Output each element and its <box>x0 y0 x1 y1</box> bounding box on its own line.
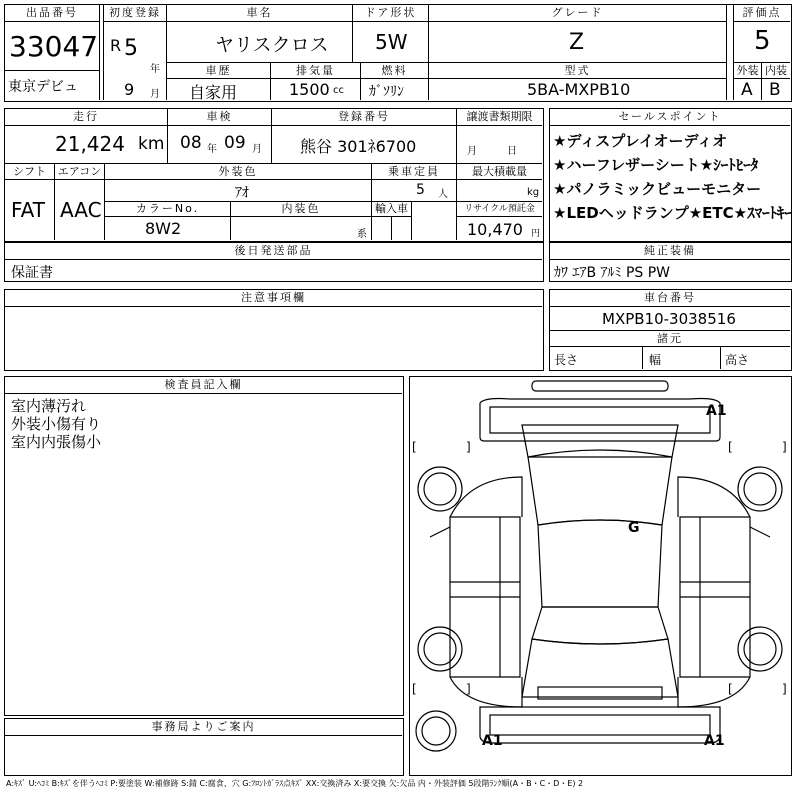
model-header: 型式 <box>429 63 727 79</box>
chassis-value: MXPB10-3038516 <box>602 310 736 328</box>
plate-header: 登録番号 <box>272 109 457 126</box>
capacity-header: 乗車定員 <box>372 164 457 180</box>
car-diagram-svg <box>410 377 790 774</box>
fuel-header: 燃料 <box>361 63 429 79</box>
score-int-cell <box>762 79 790 100</box>
int-color-header: 内装色 <box>231 202 372 217</box>
legend: A:ｷｽﾞ U:ﾍｺﾐ B:ｷｽﾞを伴うﾍｺﾐ P:要塗装 W:補修跡 S:錆 C:腐食、穴 G:ﾌﾛﾝﾄｶﾞﾗｽ点ｷｽﾞ XX:交換済み X:要交換 欠:欠品 内・外装評価 5段階ﾗﾝｸ順(A・B・C・D・E) 2 <box>6 779 584 788</box>
door-value: 5W <box>375 30 408 54</box>
specs-header: 諸元 <box>550 331 790 347</box>
sales-line: ★LEDヘッドランプ★ETC★ｽﾏｰﾄｷｰ <box>553 204 793 222</box>
car-name: ヤリスクロス <box>215 34 329 56</box>
office-block <box>4 718 404 776</box>
score-ext: A <box>741 80 753 100</box>
sales-block <box>549 108 792 242</box>
equip-header: 純正装備 <box>550 243 790 260</box>
inspect-header: 車検 <box>168 109 272 126</box>
wheel-front-right-inner <box>744 473 776 505</box>
history-header: 車歴 <box>167 63 271 79</box>
blank-cell <box>412 202 457 240</box>
spec-width-label: 幅 <box>649 353 662 367</box>
recycle-header: リサイクル預託金 <box>457 202 542 217</box>
debut-cell <box>5 71 100 100</box>
reg-year: 5 <box>124 36 138 61</box>
sales-line: ★ハーフレザーシート★ｼｰﾄﾋｰﾀ <box>553 156 759 174</box>
bracket-mark: [ <box>412 440 417 454</box>
sales-line: ★ディスプレイオーディオ <box>553 132 728 150</box>
mileage-cell <box>5 126 168 164</box>
spec-height-label: 高さ <box>725 353 750 367</box>
roof-bar <box>532 381 668 391</box>
inspect-mm: 09 <box>224 133 246 153</box>
chassis-block <box>549 289 792 371</box>
wheel-rear-right-inner <box>744 633 776 665</box>
score-int: B <box>769 80 781 100</box>
import-header: 輸入車 <box>372 202 412 217</box>
transfer-cell <box>457 126 542 164</box>
fuel-cell <box>361 79 429 100</box>
bracket-mark: ] <box>782 682 787 696</box>
reg-header: 初度登録 <box>103 5 167 22</box>
mileage-header: 走行 <box>5 109 168 126</box>
lot-cell <box>5 22 100 71</box>
reg-cell <box>103 22 167 100</box>
score-ext-cell <box>733 79 762 100</box>
office-header: 事務局よりご案内 <box>5 719 402 736</box>
rear-bumper-inner <box>490 715 710 735</box>
front-bumper <box>480 399 720 442</box>
spec-height-cell <box>721 347 790 369</box>
lot-number: 33047 <box>9 30 99 63</box>
sales-line: ★パノラミックビューモニター <box>553 180 762 198</box>
spare-wheel-inner <box>422 717 450 745</box>
disp-cell <box>271 79 361 100</box>
damage-mark: A1 <box>706 403 727 419</box>
transfer-header: 譲渡書類期限 <box>457 109 542 126</box>
reg-year-unit: 年 <box>150 64 160 75</box>
history-cell <box>167 79 271 100</box>
score-int-header: 内装 <box>762 63 790 79</box>
shift-header: シフト <box>5 164 55 180</box>
spec-length-label: 長さ <box>554 353 579 367</box>
shift-value: FAT <box>11 198 46 222</box>
ext-color-value: ｱｵ <box>235 185 249 201</box>
transfer-month-unit: 月 <box>467 146 477 157</box>
inspector-line: 室内内張傷小 <box>11 433 102 451</box>
car-diagram <box>409 376 792 776</box>
score-value: 5 <box>754 26 771 56</box>
wheel-front-left <box>418 467 462 511</box>
chassis-header: 車台番号 <box>550 290 790 307</box>
bracket-mark: ] <box>466 440 471 454</box>
later-block <box>4 242 544 282</box>
inspector-notes <box>11 397 101 451</box>
reg-era: R <box>110 36 122 55</box>
right-mirror <box>750 527 770 537</box>
score-cell <box>733 22 790 63</box>
car-cell <box>167 22 353 63</box>
bracket-mark: [ <box>412 682 417 696</box>
left-fender-rear <box>450 677 522 707</box>
recycle-value: 10,470 <box>467 220 523 239</box>
notes-header: 注意事項欄 <box>5 290 542 307</box>
capacity-cell <box>372 180 457 202</box>
recycle-unit: 円 <box>531 229 541 239</box>
bracket-mark: ] <box>466 682 471 696</box>
grade-cell <box>429 22 727 63</box>
car-header: 車名 <box>167 5 353 22</box>
right-fender-rear <box>678 677 750 707</box>
reg-month: 9 <box>124 80 135 99</box>
sales-list <box>553 129 792 225</box>
later-header: 後日発送部品 <box>5 243 542 260</box>
inspect-yy: 08 <box>180 133 202 153</box>
transfer-day-unit: 日 <box>507 146 517 157</box>
ac-value: AAC <box>60 198 102 222</box>
inspect-mm-unit: 月 <box>252 144 262 155</box>
wheel-rear-left-inner <box>424 633 456 665</box>
int-color-cell <box>231 217 372 240</box>
grade-value: Z <box>569 30 585 55</box>
later-value: 保証書 <box>11 265 53 281</box>
grade-header: グレード <box>429 5 727 22</box>
capacity-unit: 人 <box>438 189 448 200</box>
import-cell-a <box>372 217 392 240</box>
sales-header: セールスポイント <box>550 109 790 126</box>
color-no-cell <box>105 217 231 240</box>
load-header: 最大積載量 <box>457 164 542 180</box>
mileage-value: 21,424 <box>55 132 125 156</box>
bracket-mark: [ <box>728 440 733 454</box>
rear-bumper <box>480 707 720 743</box>
shift-cell <box>5 180 55 240</box>
plate-value: 熊谷 301ﾈ6700 <box>300 137 417 156</box>
disp-value: 1500 <box>289 80 330 99</box>
notes-block <box>4 289 544 371</box>
damage-mark: A1 <box>482 733 503 749</box>
inspector-line: 室内薄汚れ <box>11 397 87 415</box>
color-no-header: カラーNo. <box>105 202 231 217</box>
recycle-cell <box>457 217 542 240</box>
import-cell-b <box>392 217 412 240</box>
fuel-value: ｶﾞｿﾘﾝ <box>369 84 404 100</box>
score-ext-header: 外装 <box>733 63 762 79</box>
ac-cell <box>55 180 105 240</box>
debut-text: 東京デビュ <box>8 79 78 95</box>
disp-header: 排気量 <box>271 63 361 79</box>
chassis-cell <box>550 307 790 331</box>
mileage-unit: km <box>138 134 165 154</box>
spec-length-cell <box>550 347 643 369</box>
bracket-mark: [ <box>728 682 733 696</box>
load-cell <box>457 180 542 202</box>
score-header: 評価点 <box>733 5 790 22</box>
inspector-block <box>4 376 404 716</box>
detail-block <box>4 108 544 242</box>
damage-mark: G <box>628 520 640 536</box>
roof <box>538 520 662 607</box>
equip-block <box>549 242 792 282</box>
spec-width-cell <box>643 347 721 369</box>
model-cell <box>429 79 727 100</box>
bracket-mark: ] <box>782 440 787 454</box>
color-no-value: 8W2 <box>145 219 182 238</box>
inspector-header: 検査員記入欄 <box>5 377 402 394</box>
equip-value: ｶﾜ ｴｱB ｱﾙﾐ PS PW <box>554 265 671 281</box>
wheel-front-left-inner <box>424 473 456 505</box>
left-mirror <box>430 527 450 537</box>
model-value: 5BA-MXPB10 <box>527 80 631 99</box>
inspect-cell <box>168 126 272 164</box>
damage-mark: A1 <box>704 733 725 749</box>
door-header: ドア形状 <box>353 5 429 22</box>
ac-header: エアコン <box>55 164 105 180</box>
capacity-value: 5 <box>416 182 425 198</box>
plate-cell <box>272 126 457 164</box>
trunk <box>522 639 678 697</box>
history-value: 自家用 <box>189 83 238 102</box>
top-block <box>4 4 792 102</box>
load-unit: kg <box>527 187 540 198</box>
windshield <box>528 450 672 525</box>
reg-month-unit: 月 <box>150 89 160 100</box>
disp-unit: cc <box>333 85 344 96</box>
inspector-line: 外装小傷有り <box>11 415 102 433</box>
int-color-unit: 系 <box>357 229 367 240</box>
lot-header: 出品番号 <box>5 5 100 22</box>
inspect-yy-unit: 年 <box>207 144 217 155</box>
ext-color-cell <box>105 180 372 202</box>
rear-window <box>532 607 668 644</box>
door-cell <box>353 22 429 63</box>
ext-color-header: 外装色 <box>105 164 372 180</box>
